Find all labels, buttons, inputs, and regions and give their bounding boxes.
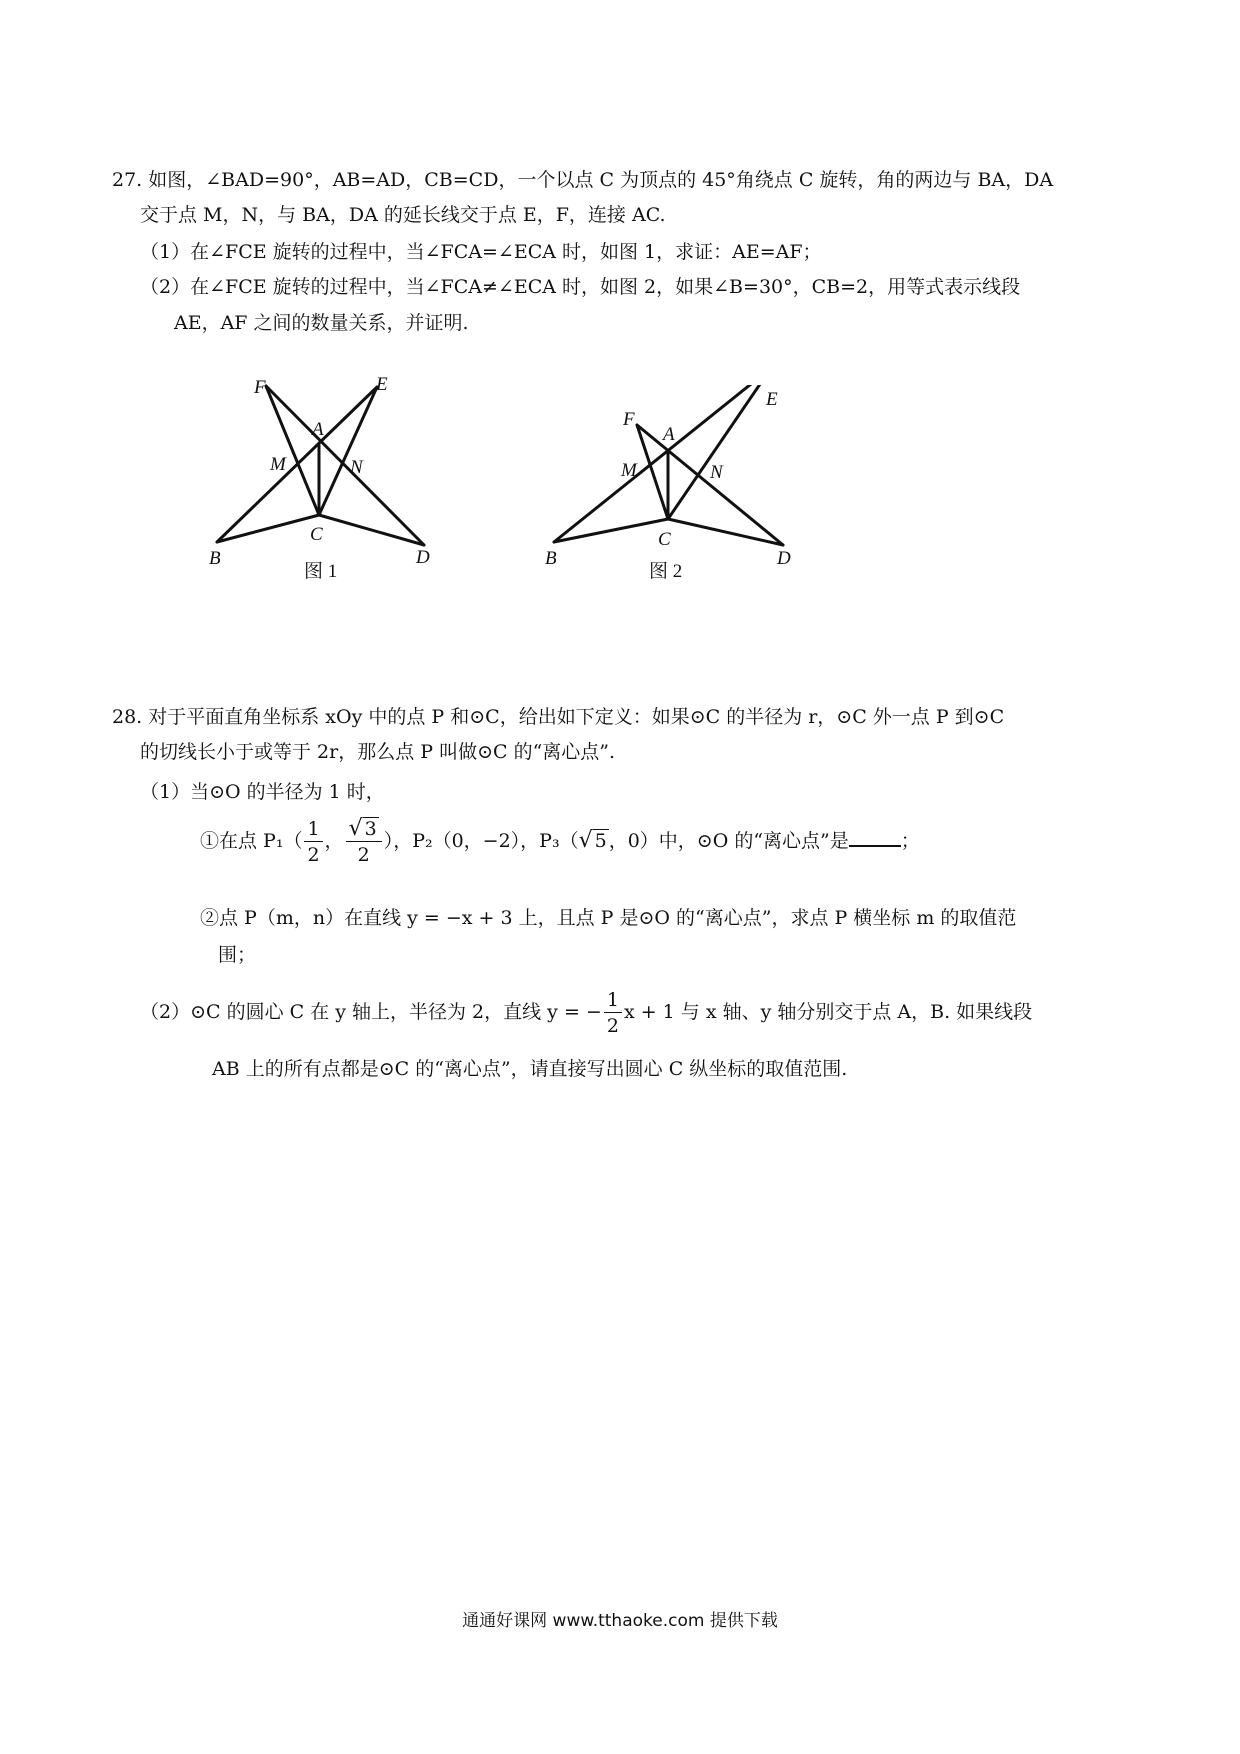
fig1-label-A: A — [312, 419, 324, 440]
q28-sub1-end: ； — [900, 830, 920, 852]
fig2-segment-EC — [668, 385, 771, 519]
fig1-label-E: E — [376, 374, 388, 395]
fig1-label-N: N — [350, 457, 363, 478]
q28-part2-suffix: x + 1 与 x 轴、y 轴分别交于点 A，B. 如果线段 — [623, 1001, 1033, 1023]
answer-blank — [849, 827, 901, 847]
q28-sub1-suffix: ，0）中，⊙O 的“离心点”是 — [608, 830, 849, 852]
fig1-segment-EC — [319, 387, 377, 515]
q28-rad3: 3 — [364, 817, 377, 840]
fig1-label-F: F — [254, 377, 266, 398]
sqrt-icon: √ — [578, 828, 593, 853]
fig2-segment-BC — [554, 519, 668, 542]
q28-part2-frac-num: 1 — [604, 988, 622, 1013]
q28-stem-line2: 的切线长小于或等于 2r，那么点 P 叫做⊙C 的“离心点”. — [140, 741, 616, 763]
q28-part2-prefix: （2）⊙C 的圆心 C 在 y 轴上，半径为 2，直线 y = − — [140, 1001, 602, 1023]
sqrt-icon: √ — [348, 815, 363, 841]
q28-sub1-mid: ），P₂（0，−2），P₃（ — [383, 830, 579, 852]
q28-part2-frac — [604, 988, 622, 1039]
q27-number: 27. — [112, 169, 143, 191]
q27-line1 — [112, 168, 1053, 192]
fig1-label-M: M — [270, 454, 286, 475]
page-footer: 通通好课网 www.tthaoke.com 提供下载 — [462, 1611, 778, 1631]
q28-frac-half — [304, 817, 322, 868]
q28-part2-line2: AB 上的所有点都是⊙C 的“离心点”，请直接写出圆心 C 纵坐标的取值范围. — [212, 1058, 848, 1080]
fig1-label-B: B — [209, 548, 221, 569]
fig2-caption: 图 2 — [649, 561, 683, 582]
q28-part2-line1 — [140, 985, 1032, 1039]
q28-frac-half-den: 2 — [307, 843, 320, 866]
q28-frac2-den: 2 — [357, 843, 370, 866]
q27-part1: （1）在∠FCE 旋转的过程中，当∠FCA=∠ECA 时，如图 1，求证：AE=AF； — [140, 241, 822, 263]
q28-sub1-comma: ， — [324, 830, 344, 852]
q27-part2-line1: （2）在∠FCE 旋转的过程中，当∠FCA≠∠ECA 时，如图 2，如果∠B=30°，CB=2，用等式表示线段 — [140, 276, 1021, 298]
fig2-label-C: C — [658, 529, 671, 550]
q28-sub2-line1: ②点 P（m，n）在直线 y = −x + 3 上，且点 P 是⊙O 的“离心点”，求点 P 横坐标 m 的取值范 — [200, 907, 1017, 929]
fig2-label-N: N — [710, 462, 723, 483]
figure-1 — [200, 365, 490, 595]
q28-frac-half-num: 1 — [304, 817, 322, 842]
q28-number: 28. — [112, 706, 143, 728]
fig1-label-D: D — [416, 547, 430, 568]
fig1-label-C: C — [310, 524, 323, 545]
q28-sub1-prefix: ①在点 P₁（ — [200, 830, 303, 852]
q28-sub1 — [200, 814, 920, 868]
fig2-label-D: D — [777, 548, 791, 569]
fig2-label-E-holder — [760, 385, 800, 415]
fig2-label-M: M — [621, 460, 637, 481]
q27-stem-line1: 如图，∠BAD=90°，AB=AD，CB=CD，一个以点 C 为顶点的 45°角绕点 C 旋转，角的两边与 BA，DA — [148, 169, 1054, 191]
q28-part1: （1）当⊙O 的半径为 1 时， — [140, 781, 385, 803]
fig2-label-E: E — [766, 389, 778, 410]
fig1-caption: 图 1 — [304, 561, 338, 582]
q28-rad5: 5 — [594, 830, 607, 852]
fig2-label-F: F — [623, 409, 635, 430]
q27-part2-line2: AE，AF 之间的数量关系，并证明. — [174, 312, 469, 334]
q28-part2-frac-den: 2 — [606, 1014, 619, 1037]
q27-stem-line2: 交于点 M，N，与 BA，DA 的延长线交于点 E，F，连接 AC. — [140, 204, 666, 226]
figure-2 — [545, 385, 805, 595]
fig2-label-A: A — [663, 424, 675, 445]
fig2-label-B: B — [545, 548, 557, 569]
fig2-segment-BE — [554, 385, 771, 542]
q28-line1 — [112, 705, 1004, 729]
q28-frac-sqrt3-over-2 — [346, 817, 382, 868]
q28-sub2-line2: 围； — [218, 944, 257, 966]
q28-stem-line1: 对于平面直角坐标系 xOy 中的点 P 和⊙C，给出如下定义：如果⊙C 的半径为 r，⊙C 外一点 P 到⊙C — [148, 706, 1005, 728]
